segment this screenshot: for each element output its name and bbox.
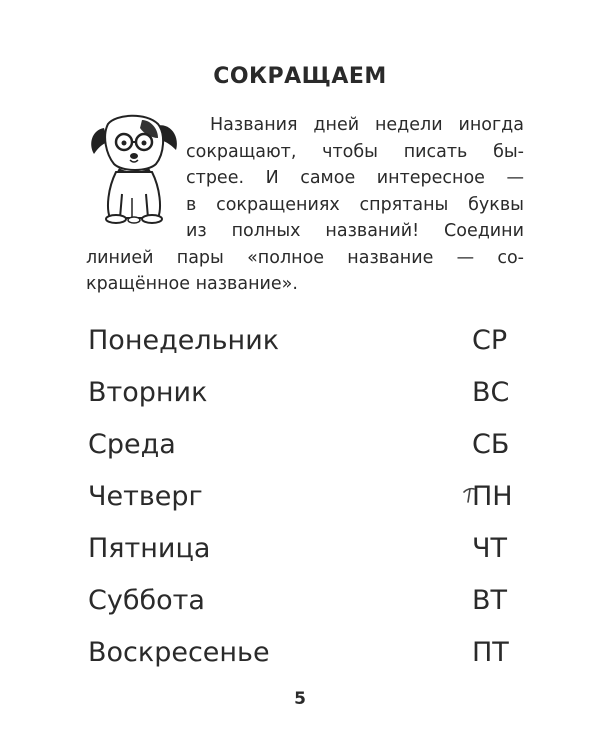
intro-line: кращённое название». [86,274,298,294]
abbreviation-cht[interactable]: ЧТ [472,533,508,564]
day-name-monday[interactable]: Понедельник [88,325,280,356]
day-name-wednesday[interactable]: Среда [88,429,176,460]
abbreviation-sr[interactable]: СР [472,325,508,356]
intro-line: линией пары «полное название — со- [86,247,524,268]
day-name-saturday[interactable]: Суббота [88,585,205,616]
abbreviation-vt[interactable]: ВТ [472,585,508,616]
abbreviation-sb[interactable]: СБ [472,429,510,460]
page-title: СОКРАЩАЕМ [213,64,387,89]
abbreviation-pn[interactable]: ПН [472,481,513,512]
pencil-stroke-mark [462,486,476,504]
intro-line: в сокращениях спрятаны буквы [186,194,524,215]
abbreviation-vs[interactable]: ВС [472,377,510,408]
dog-with-glasses-illustration [86,108,182,226]
intro-line: Названия дней недели иногда [210,115,524,135]
abbreviation-pt[interactable]: ПТ [472,637,509,668]
intro-line: стрее. И самое интересное — [186,168,524,188]
intro-line: сокращают, чтобы писать бы- [186,141,524,162]
intro-line: из полных названий! Соедини [186,221,524,241]
day-name-thursday[interactable]: Четверг [88,481,203,512]
day-name-tuesday[interactable]: Вторник [88,377,208,408]
page-number: 5 [294,689,306,709]
day-name-friday[interactable]: Пятница [88,533,211,564]
day-name-sunday[interactable]: Воскресенье [88,637,270,668]
